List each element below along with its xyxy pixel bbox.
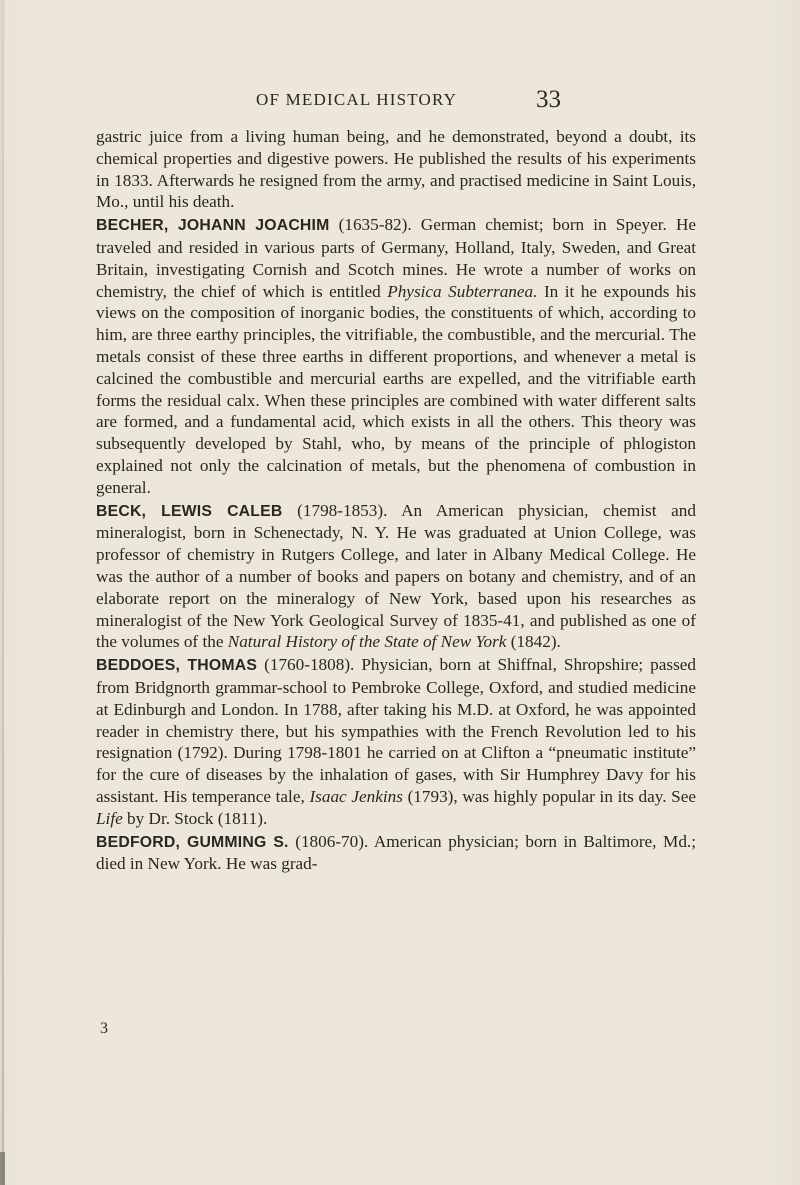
- entry-continuation: [96, 126, 696, 213]
- running-head: OF MEDICAL HISTORY: [256, 90, 458, 109]
- entry-headword: BECK, LEWIS CALEB: [96, 502, 283, 520]
- entry-text: by Dr. Stock (1811).: [127, 808, 268, 828]
- work-title: Isaac Jenkins: [309, 786, 403, 806]
- binding-mark: [0, 1152, 5, 1185]
- entry-text: In it he expounds his views on the composition of inorganic bodies, the constituents of which, according to him, are three earthy principles, the vitrifiable, the combustible, and the mercurial. The metals consist of these three earths in different proportions, and whenever a metal is calcined the combustible and mercurial earths are expelled, and the vitrifiable earth forms the residual calx. When these principles are combined with water different salts are formed, and a fundamental acid, which exists in all the others. This theory was subsequently developed by Stahl, who, by means of the principle of phlogiston explained not only the calcination of metals, but the phenomena of combustion in general.: [96, 281, 697, 497]
- work-title: Natural History of the State of New York: [227, 632, 507, 652]
- entry-text: American physician; born in Baltimore, Md.; died in New York. He was grad-: [96, 831, 696, 874]
- page-header: [0, 86, 800, 122]
- entry-text: German chemist; born in Speyer. He traveled and resided in various parts of Germany, Holland, Italy, Sweden, and Great Britain, investigating Cornish and Scotch mines. He wrote a number of works on chemistry, the chief of which is entitled: [96, 215, 697, 301]
- entry-headword: BECHER, JOHANN JOACHIM: [96, 217, 330, 235]
- entry-text: (1793), was highly popular in its day. See: [407, 786, 697, 806]
- entry-becher: [96, 214, 696, 498]
- work-title: Physica Subterranea.: [387, 281, 538, 301]
- entry-dates: (1760-1808).: [264, 655, 355, 675]
- entry-text: An American physician, chemist and mineralogist, born in Schenectady, N. Y. He was graduated at Union College, was professor of chemistry in Rutgers College, and later in Albany Medical College. He was the author of a number of books and papers on botany and chemistry, and of an elaborate report on the mineralogy of New York, based upon his researches as mineralogist of the New York Geological Survey of 1835-41, and published as one of the volumes of the: [96, 500, 696, 652]
- page-number: 33: [536, 86, 561, 113]
- entry-headword: BEDFORD, GUMMING S.: [96, 833, 289, 851]
- body-text: [96, 126, 696, 876]
- entry-beddoes: [96, 654, 696, 829]
- work-title: Life: [96, 808, 123, 828]
- entry-dates: (1635-82).: [338, 215, 412, 235]
- entry-beck: [96, 500, 696, 654]
- entry-headword: BEDDOES, THOMAS: [96, 657, 258, 675]
- entry-text: (1842).: [510, 632, 561, 652]
- entry-dates: (1806-70).: [295, 831, 369, 851]
- entry-dates: (1798-1853).: [297, 500, 388, 520]
- binding-gutter: [2, 0, 4, 1185]
- entry-text: Physician, born at Shiffnal, Shropshire; passed from Bridgnorth grammar-school to Pembroke College, Oxford, and studied medicine at Edinburgh and London. In 1788, after taking his M.D. at Oxford, he was appointed reader in chemistry there, but his sympathies with the French Revolution led to his resignation (1792). During 1798-1801 he carried on at Clifton a “pneumatic institute” for the cure of diseases by the inhalation of gases, with Sir Humphrey Davy for his assistant. His temperance tale,: [96, 655, 696, 806]
- entry-text: gastric juice from a living human being, and he demonstrated, beyond a doubt, its chemical properties and digestive powers. He published the results of his experiments in 1833. Afterwards he resigned from the army, and practised medicine in Saint Louis, Mo., until his death.: [96, 127, 696, 212]
- signature-mark: 3: [100, 1020, 108, 1037]
- entry-bedford: [96, 831, 696, 876]
